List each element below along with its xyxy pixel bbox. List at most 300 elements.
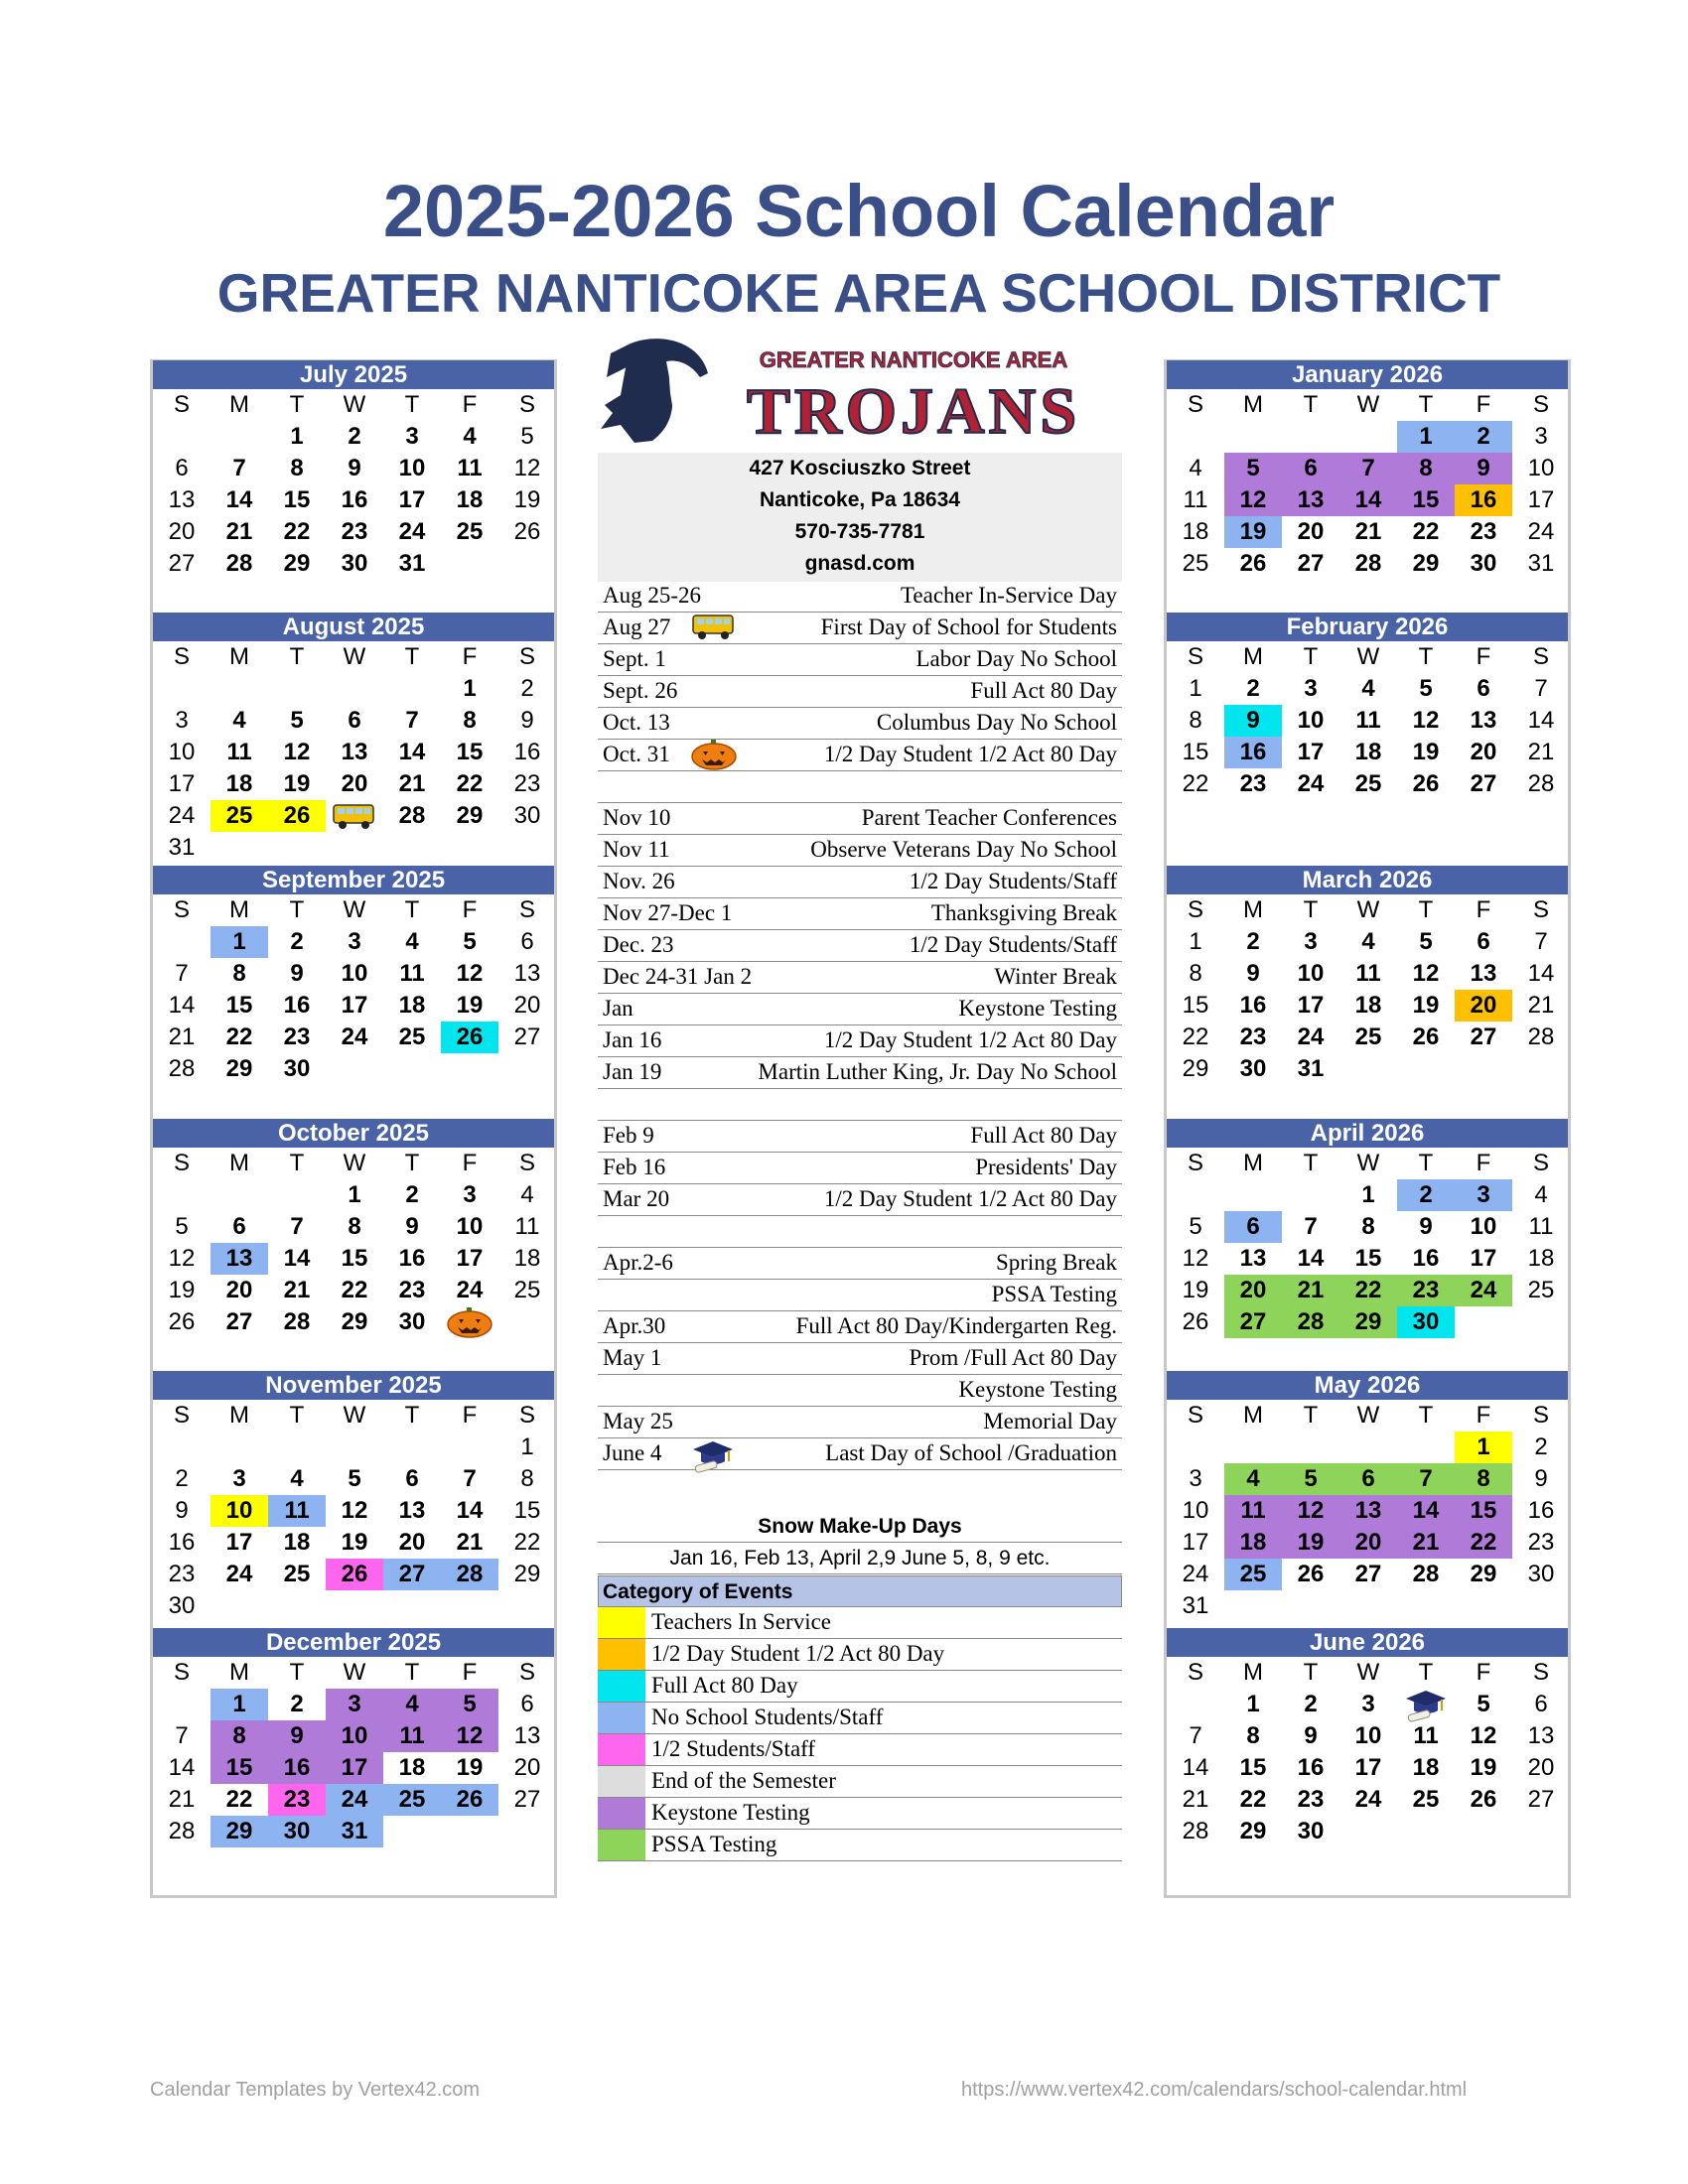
day-cell: 18	[283, 1529, 311, 1556]
weekday-label: F	[1476, 1150, 1491, 1176]
legend-item	[598, 1766, 1122, 1798]
day-cell: 9	[348, 455, 361, 481]
footer-credit[interactable]: Calendar Templates by Vertex42.com	[150, 2079, 481, 2101]
day-cell: 31	[398, 550, 426, 577]
weekday-label: S	[1532, 391, 1549, 418]
day-cell	[1339, 1053, 1397, 1085]
day-cell: 10	[341, 960, 368, 987]
legend-swatch	[598, 1766, 645, 1797]
weekday-label: T	[289, 1150, 305, 1176]
day-cell: 5	[463, 928, 477, 955]
day-cell: 1	[1246, 1691, 1260, 1717]
legend-item	[598, 1671, 1122, 1703]
day-cell	[383, 1590, 441, 1622]
day-cell: 9	[1419, 1213, 1433, 1240]
day-cell: 12	[341, 1497, 368, 1524]
month-title: April 2026	[1167, 1119, 1568, 1148]
week-row	[1167, 1053, 1568, 1085]
day-cell: 20	[1527, 1754, 1555, 1781]
day-cell: 12	[441, 1720, 498, 1752]
day-cell: 24	[326, 1784, 383, 1816]
day-cell: 21	[1527, 739, 1555, 765]
day-cell: 2	[520, 675, 534, 702]
day-cell	[383, 1053, 441, 1085]
weekday-label: T	[1303, 643, 1319, 670]
legend-item	[598, 1639, 1122, 1671]
weekday-label: T	[289, 1659, 305, 1686]
day-cell: 3	[1189, 1465, 1202, 1492]
graduation-cap-icon	[689, 1437, 737, 1481]
day-cell: 25	[398, 1024, 426, 1050]
day-cell	[1455, 1590, 1512, 1622]
month-august-2025	[153, 613, 554, 864]
event-date: May 25	[603, 1409, 673, 1433]
day-cell: 22	[1239, 1786, 1267, 1813]
day-cell: 4	[463, 423, 477, 450]
day-cell: 22	[513, 1529, 541, 1556]
day-cell: 28	[168, 1055, 196, 1082]
day-cell	[1512, 1306, 1570, 1338]
day-cell: 16	[398, 1245, 426, 1272]
day-cell	[268, 1590, 326, 1622]
day-cell: 17	[1470, 1245, 1497, 1272]
day-cell: 20	[398, 1529, 426, 1556]
day-cell: 4	[1534, 1181, 1548, 1208]
day-cell: 2	[1304, 1691, 1318, 1717]
weekday-label: M	[1243, 1150, 1263, 1176]
day-cell: 2	[1455, 421, 1512, 453]
day-cell: 7	[1189, 1722, 1202, 1749]
day-cell: 24	[398, 518, 426, 545]
week-row	[153, 990, 554, 1022]
day-cell: 18	[225, 770, 253, 797]
weekday-header	[153, 641, 554, 673]
day-cell: 23	[1397, 1275, 1455, 1306]
month-december-2025	[153, 1628, 554, 1847]
day-cell: 2	[1397, 1179, 1455, 1211]
day-cell: 10	[211, 1495, 268, 1527]
day-cell: 24	[1297, 1024, 1325, 1050]
day-cell: 29	[1339, 1306, 1397, 1338]
weekday-label: S	[173, 896, 190, 923]
weekday-label: T	[1418, 643, 1434, 670]
day-cell	[1512, 1816, 1570, 1847]
event-description: Teacher In-Service Day	[900, 583, 1117, 608]
day-cell: 1	[211, 1689, 268, 1720]
day-cell	[326, 1590, 383, 1622]
day-cell: 9	[405, 1213, 419, 1240]
day-cell: 17	[326, 1752, 383, 1784]
event-row	[598, 1280, 1122, 1311]
weekday-label: F	[462, 391, 478, 418]
day-cell: 14	[1397, 1495, 1455, 1527]
day-cell: 6	[1282, 453, 1339, 484]
day-cell: 16	[341, 486, 368, 513]
day-cell: 21	[1354, 518, 1382, 545]
day-cell: 25	[1354, 1024, 1382, 1050]
week-row	[153, 958, 554, 990]
day-cell: 3	[326, 1689, 383, 1720]
day-cell: 24	[168, 802, 196, 829]
day-cell: 27	[1354, 1561, 1382, 1587]
week-row	[153, 548, 554, 580]
event-row	[598, 708, 1122, 740]
day-cell: 15	[1455, 1495, 1512, 1527]
day-cell: 24	[1354, 1786, 1382, 1813]
weekday-label: T	[1303, 1402, 1319, 1429]
day-cell	[326, 1053, 383, 1085]
day-cell	[383, 1816, 441, 1847]
day-cell: 30	[1297, 1818, 1325, 1844]
weekday-label: T	[1418, 1402, 1434, 1429]
snow-makeup-dates: Jan 16, Feb 13, April 2,9 June 5, 8, 9 etc.	[598, 1543, 1122, 1574]
day-cell	[383, 1432, 441, 1463]
day-cell: 25	[211, 800, 268, 832]
month-april-2026	[1167, 1119, 1568, 1338]
day-cell: 16	[1412, 1245, 1440, 1272]
day-cell	[326, 832, 383, 864]
day-cell: 9	[268, 1720, 326, 1752]
week-row	[153, 453, 554, 484]
footer-url[interactable]: https://www.vertex42.com/calendars/school-calendar.html	[961, 2079, 1468, 2101]
day-cell	[498, 548, 556, 580]
day-cell: 10	[326, 1720, 383, 1752]
day-cell: 23	[268, 1784, 326, 1816]
weekday-label: W	[343, 1150, 366, 1176]
week-row	[153, 1211, 554, 1243]
month-title: May 2026	[1167, 1371, 1568, 1400]
weekday-label: F	[462, 1150, 478, 1176]
week-row	[1167, 1306, 1568, 1338]
trojan-head-icon	[601, 339, 708, 443]
day-cell	[268, 673, 326, 705]
day-cell: 10	[1297, 960, 1325, 987]
legend-label: PSSA Testing	[651, 1832, 777, 1856]
event-date: Mar 20	[603, 1186, 670, 1211]
month-september-2025	[153, 866, 554, 1085]
day-cell	[441, 1590, 498, 1622]
district-name: GREATER NANTICOKE AREA SCHOOL DISTRICT	[216, 262, 1501, 324]
day-cell: 21	[168, 1024, 196, 1050]
weekday-label: F	[1476, 896, 1491, 923]
day-cell: 19	[1412, 739, 1440, 765]
day-cell: 30	[513, 802, 541, 829]
day-cell: 23	[1297, 1786, 1325, 1813]
month-title: June 2026	[1167, 1628, 1568, 1657]
day-cell	[1397, 1053, 1455, 1085]
day-cell: 3	[1304, 675, 1318, 702]
day-cell: 30	[283, 1055, 311, 1082]
day-cell	[1339, 1816, 1397, 1847]
weekday-label: S	[518, 643, 535, 670]
weekday-label: F	[1476, 391, 1491, 418]
weekday-label: T	[404, 391, 420, 418]
day-cell: 30	[168, 1592, 196, 1619]
day-cell: 30	[1239, 1055, 1267, 1082]
address-website[interactable]: gnasd.com	[804, 552, 915, 575]
weekday-label: S	[1532, 1150, 1549, 1176]
day-cell: 26	[441, 1022, 498, 1053]
day-cell: 19	[1224, 516, 1282, 548]
week-row	[153, 1752, 554, 1784]
day-cell: 6	[520, 1691, 534, 1717]
day-cell	[383, 832, 441, 864]
legend-item	[598, 1830, 1122, 1861]
day-cell: 24	[225, 1561, 253, 1587]
week-row	[153, 1306, 554, 1338]
day-cell: 11	[383, 1720, 441, 1752]
weekday-label: W	[343, 896, 366, 923]
weekday-label: T	[1303, 1659, 1319, 1686]
day-cell: 26	[1182, 1308, 1209, 1335]
day-cell: 15	[1354, 1245, 1382, 1272]
day-cell: 13	[1339, 1495, 1397, 1527]
day-cell: 2	[1534, 1433, 1548, 1460]
day-cell: 7	[1304, 1213, 1318, 1240]
day-cell: 15	[456, 739, 484, 765]
day-cell: 19	[1182, 1277, 1209, 1303]
day-cell: 3	[1361, 1691, 1375, 1717]
event-description: Parent Teacher Conferences	[861, 805, 1117, 830]
month-title: December 2025	[153, 1628, 554, 1657]
day-cell: 15	[225, 992, 253, 1019]
week-row	[153, 484, 554, 516]
day-cell: 1	[348, 1181, 361, 1208]
weekday-label: T	[1418, 896, 1434, 923]
week-row	[153, 926, 554, 958]
weekday-label: T	[289, 391, 305, 418]
weekday-label: S	[1187, 896, 1203, 923]
legend-label: Teachers In Service	[651, 1609, 832, 1634]
legend-label: Keystone Testing	[651, 1800, 810, 1825]
week-row	[1167, 1495, 1568, 1527]
day-cell	[153, 1689, 211, 1720]
graduation-cap-icon	[1397, 1689, 1455, 1720]
day-cell	[268, 832, 326, 864]
event-date: Oct. 31	[603, 742, 670, 766]
day-cell	[1397, 1432, 1455, 1463]
day-cell	[1282, 1179, 1339, 1211]
day-cell: 31	[168, 834, 196, 861]
day-cell: 7	[175, 1722, 189, 1749]
day-cell: 4	[405, 928, 419, 955]
day-cell: 15	[1239, 1754, 1267, 1781]
day-cell: 19	[168, 1277, 196, 1303]
day-cell: 14	[1182, 1754, 1209, 1781]
address-box	[598, 453, 1122, 582]
day-cell: 9	[175, 1497, 189, 1524]
week-row	[153, 1463, 554, 1495]
weekday-label: T	[404, 1659, 420, 1686]
day-cell: 5	[441, 1689, 498, 1720]
event-description: Memorial Day	[983, 1409, 1117, 1433]
event-row-blank	[598, 1216, 1122, 1248]
day-cell: 22	[283, 518, 311, 545]
day-cell: 9	[1534, 1465, 1548, 1492]
event-date: Dec. 23	[603, 932, 674, 957]
day-cell: 29	[225, 1055, 253, 1082]
day-cell: 12	[168, 1245, 196, 1272]
day-cell: 17	[168, 770, 196, 797]
day-cell: 5	[1477, 1691, 1490, 1717]
pumpkin-icon	[441, 1306, 498, 1338]
event-row	[598, 1121, 1122, 1153]
day-cell	[441, 1816, 498, 1847]
day-cell: 4	[1361, 675, 1375, 702]
day-cell: 4	[520, 1181, 534, 1208]
week-row	[153, 1784, 554, 1816]
weekday-header	[1167, 1657, 1568, 1689]
event-row	[598, 581, 1122, 613]
month-january-2026	[1167, 360, 1568, 580]
legend-label: 1/2 Students/Staff	[651, 1736, 816, 1761]
weekday-label: M	[1243, 1659, 1263, 1686]
weekday-label: S	[1187, 1402, 1203, 1429]
event-row	[598, 1025, 1122, 1057]
day-cell	[498, 832, 556, 864]
weekday-header	[1167, 641, 1568, 673]
day-cell: 23	[341, 518, 368, 545]
event-date: Nov 27-Dec 1	[603, 900, 733, 925]
event-row	[598, 644, 1122, 676]
legend-swatch	[598, 1639, 645, 1670]
event-date: Aug 25-26	[603, 583, 702, 608]
day-cell: 21	[283, 1277, 311, 1303]
week-row	[1167, 1559, 1568, 1590]
day-cell: 20	[1224, 1275, 1282, 1306]
day-cell: 28	[1527, 770, 1555, 797]
weekday-label: S	[1187, 643, 1203, 670]
day-cell: 15	[283, 486, 311, 513]
day-cell	[441, 548, 498, 580]
month-title: March 2026	[1167, 866, 1568, 894]
day-cell: 7	[405, 707, 419, 734]
event-description: 1/2 Day Students/Staff	[909, 869, 1117, 893]
day-cell: 25	[1412, 1786, 1440, 1813]
day-cell: 29	[456, 802, 484, 829]
day-cell: 4	[232, 707, 246, 734]
day-cell: 8	[348, 1213, 361, 1240]
event-description: Full Act 80 Day	[970, 678, 1117, 703]
day-cell: 28	[225, 550, 253, 577]
day-cell	[441, 1432, 498, 1463]
weekday-label: S	[518, 1402, 535, 1429]
week-row	[1167, 1784, 1568, 1816]
weekday-label: W	[1356, 1402, 1380, 1429]
weekday-label: T	[404, 896, 420, 923]
day-cell: 2	[1246, 928, 1260, 955]
weekday-label: T	[289, 643, 305, 670]
event-row	[598, 803, 1122, 835]
day-cell	[326, 1432, 383, 1463]
day-cell: 23	[168, 1561, 196, 1587]
day-cell: 25	[456, 518, 484, 545]
month-title: February 2026	[1167, 613, 1568, 641]
day-cell: 27	[1470, 1024, 1497, 1050]
legend-item	[598, 1734, 1122, 1766]
day-cell: 26	[326, 1559, 383, 1590]
legend-item	[598, 1798, 1122, 1830]
event-row	[598, 835, 1122, 867]
week-row	[153, 705, 554, 737]
weekday-label: T	[1303, 896, 1319, 923]
day-cell: 24	[1297, 770, 1325, 797]
day-cell: 14	[1297, 1245, 1325, 1272]
day-cell: 6	[175, 455, 189, 481]
month-title: July 2025	[153, 360, 554, 389]
day-cell	[1224, 421, 1282, 453]
day-cell: 30	[398, 1308, 426, 1335]
week-row	[153, 1527, 554, 1559]
week-row	[1167, 1179, 1568, 1211]
day-cell: 16	[513, 739, 541, 765]
day-cell: 11	[1355, 960, 1381, 987]
event-row	[598, 1311, 1122, 1343]
week-row	[153, 1590, 554, 1622]
day-cell	[268, 1179, 326, 1211]
trojans-logo	[591, 334, 1122, 453]
day-cell: 14	[398, 739, 426, 765]
week-row	[1167, 990, 1568, 1022]
day-cell: 9	[520, 707, 534, 734]
day-cell: 10	[1297, 707, 1325, 734]
snow-makeup-heading: Snow Make-Up Days	[598, 1511, 1122, 1543]
week-row	[153, 421, 554, 453]
month-june-2026	[1167, 1628, 1568, 1847]
day-cell: 26	[513, 518, 541, 545]
day-cell	[383, 673, 441, 705]
day-cell: 10	[1182, 1497, 1209, 1524]
day-cell: 20	[341, 770, 368, 797]
day-cell: 6	[1477, 928, 1490, 955]
day-cell	[211, 1590, 268, 1622]
day-cell: 20	[513, 992, 541, 1019]
day-cell: 10	[1354, 1722, 1382, 1749]
day-cell: 26	[268, 800, 326, 832]
day-cell: 8	[1361, 1213, 1375, 1240]
day-cell	[1512, 1590, 1570, 1622]
weekday-label: S	[518, 391, 535, 418]
legend-swatch	[598, 1703, 645, 1733]
day-cell: 28	[1282, 1306, 1339, 1338]
day-cell: 11	[1183, 486, 1208, 513]
day-cell: 24	[1455, 1275, 1512, 1306]
day-cell	[211, 1179, 268, 1211]
weekday-label: F	[462, 643, 478, 670]
legend-swatch	[598, 1798, 645, 1829]
event-row	[598, 613, 1122, 644]
event-date: June 4	[603, 1440, 662, 1465]
day-cell: 23	[1527, 1529, 1555, 1556]
day-cell: 1	[1397, 421, 1455, 453]
week-row	[1167, 1275, 1568, 1306]
day-cell: 22	[1455, 1527, 1512, 1559]
day-cell	[498, 1053, 556, 1085]
week-row	[153, 1689, 554, 1720]
day-cell: 18	[398, 1754, 426, 1781]
week-row	[153, 1022, 554, 1053]
day-cell	[1512, 1053, 1570, 1085]
day-cell	[1339, 421, 1397, 453]
day-cell: 8	[211, 1720, 268, 1752]
week-row	[153, 1495, 554, 1527]
address-phone: 570-735-7781	[794, 520, 925, 543]
week-row	[153, 1179, 554, 1211]
day-cell: 27	[168, 550, 196, 577]
day-cell: 20	[1339, 1527, 1397, 1559]
day-cell: 29	[1239, 1818, 1267, 1844]
day-cell: 22	[341, 1277, 368, 1303]
